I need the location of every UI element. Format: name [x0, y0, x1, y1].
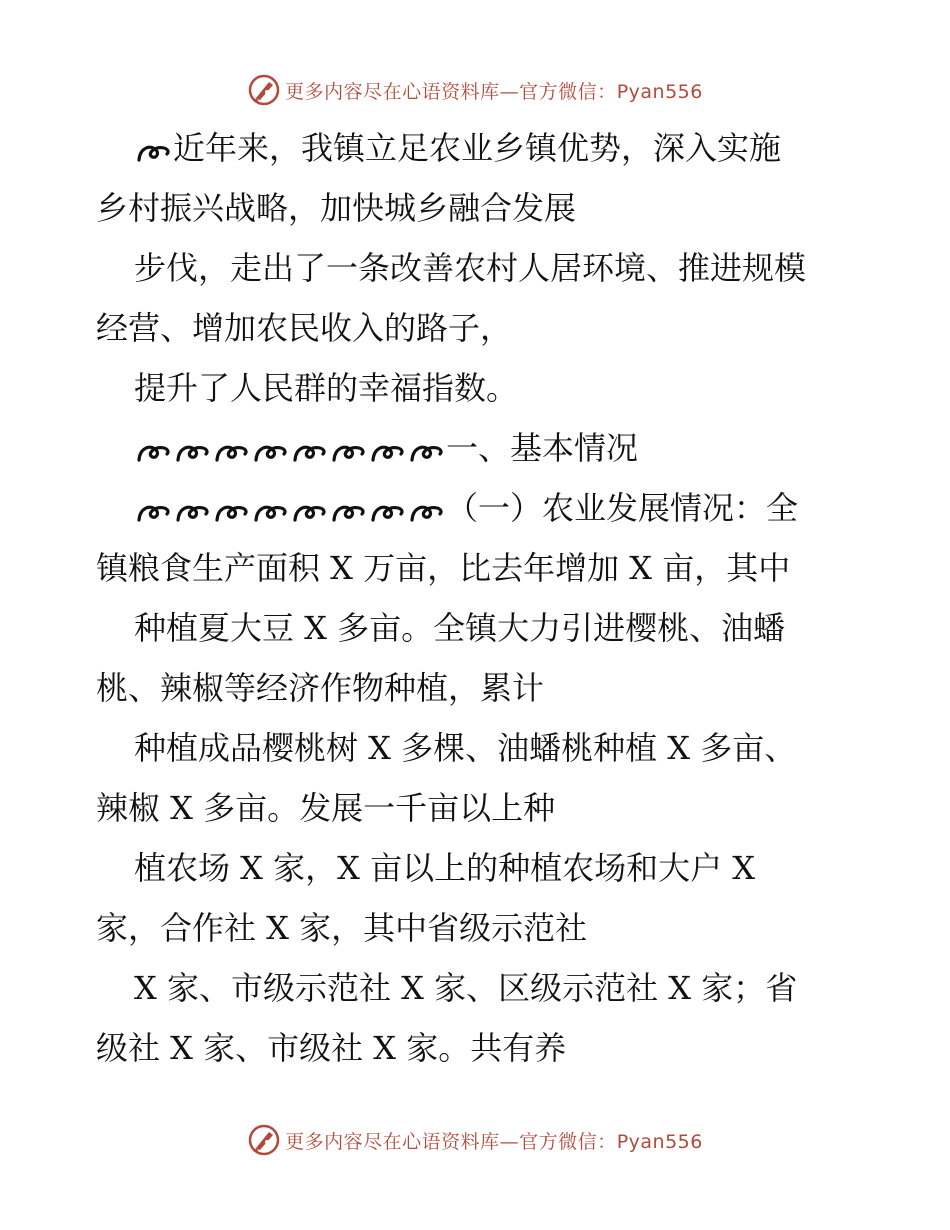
- paragraph-text: 家，合作社 X 家，其中省级示范社: [96, 909, 588, 947]
- ornament-icon: [134, 436, 173, 466]
- paragraph-text: X 家、市级示范社 X 家、区级示范社 X 家；省: [134, 969, 798, 1007]
- ornament-icon: [251, 496, 290, 526]
- paragraph-text: 种植夏大豆 X 多亩。全镇大力引进樱桃、油蟠: [134, 609, 786, 647]
- paragraph-line: [96, 538, 866, 598]
- paragraph-line: [96, 958, 866, 1018]
- paragraph-line: [96, 718, 866, 778]
- footer-watermark-dash: —: [499, 1130, 520, 1153]
- ornament-icon: [329, 496, 368, 526]
- paragraph-text: 步伐，走出了一条改善农村人居环境、推进规模: [134, 249, 807, 287]
- header-watermark-wechat-id: Pyan556: [616, 80, 703, 103]
- paragraph-text: 级社 X 家、市级社 X 家。共有养: [96, 1029, 567, 1067]
- section-heading: [96, 418, 866, 478]
- paragraph-line: [96, 298, 866, 358]
- ornament-icon: [290, 496, 329, 526]
- paragraph-line: [96, 1018, 866, 1078]
- header-watermark-wechat-label: 官方微信：: [519, 80, 617, 103]
- ornament-icon: [368, 436, 407, 466]
- ornament-icon: [134, 136, 173, 166]
- footer-watermark-wechat-label: 官方微信：: [519, 1130, 617, 1153]
- paragraph-text: 乡村振兴战略，加快城乡融合发展: [96, 189, 577, 227]
- header-watermark-text: 更多内容尽在心语资料库: [285, 80, 500, 103]
- subsection-text: （一）农业发展情况：全: [446, 489, 799, 527]
- paragraph-line: [96, 898, 866, 958]
- pen-logo-icon: [247, 73, 281, 107]
- paragraph-text: 近年来，我镇立足农业乡镇优势，深入实施: [173, 129, 782, 167]
- document-body: [96, 118, 866, 1078]
- paragraph-text: 镇粮食生产面积 X 万亩，比去年增加 X 亩，其中: [96, 549, 791, 587]
- footer-watermark-wechat-id: Pyan556: [616, 1130, 703, 1153]
- ornament-icon: [407, 436, 446, 466]
- paragraph-line: [96, 838, 866, 898]
- paragraph-text: 经营、增加农民收入的路子，: [96, 309, 513, 347]
- header-watermark-dash: —: [499, 80, 520, 103]
- paragraph-line: [96, 658, 866, 718]
- paragraph-text: 植农场 X 家，X 亩以上的种植农场和大户 X: [134, 849, 756, 887]
- ornament-icon: [173, 436, 212, 466]
- ornament-icon: [407, 496, 446, 526]
- footer-watermark: [0, 1120, 950, 1160]
- paragraph-line: [96, 178, 866, 238]
- paragraph-text: 辣椒 X 多亩。发展一千亩以上种: [96, 789, 556, 827]
- ornament-icon: [134, 496, 173, 526]
- paragraph-line: [96, 778, 866, 838]
- paragraph-line: [96, 358, 866, 418]
- paragraph-line: [96, 118, 866, 178]
- paragraph-text: 种植成品樱桃树 X 多棵、油蟠桃种植 X 多亩、: [134, 729, 797, 767]
- ornament-icon: [329, 436, 368, 466]
- paragraph-text: 桃、辣椒等经济作物种植，累计: [96, 669, 545, 707]
- ornament-icon: [212, 496, 251, 526]
- ornament-icon: [290, 436, 329, 466]
- paragraph-line: [96, 238, 866, 298]
- subsection-line: [96, 478, 866, 538]
- pen-logo-icon: [247, 1123, 281, 1157]
- ornament-icon: [173, 496, 212, 526]
- paragraph-text: 提升了人民群的幸福指数。: [134, 369, 519, 407]
- section-heading-text: 一、基本情况: [446, 429, 639, 467]
- ornament-icon: [212, 436, 251, 466]
- header-watermark: [0, 70, 950, 110]
- ornament-icon: [251, 436, 290, 466]
- footer-watermark-text: 更多内容尽在心语资料库: [285, 1130, 500, 1153]
- paragraph-line: [96, 598, 866, 658]
- ornament-icon: [368, 496, 407, 526]
